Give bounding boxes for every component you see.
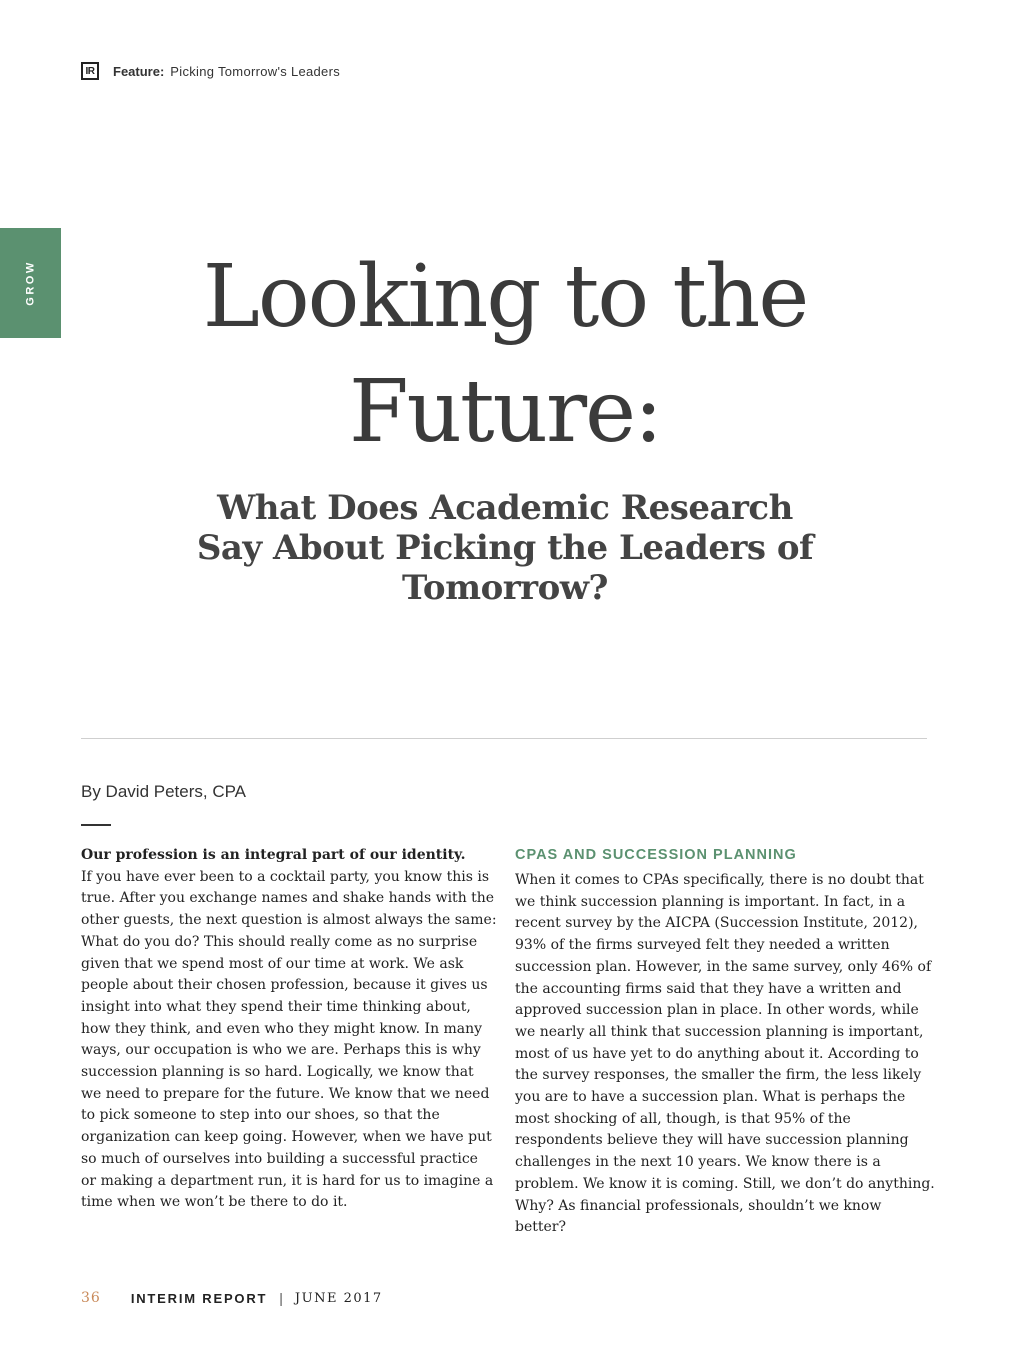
left-column	[81, 845, 497, 1214]
left-column-body: If you have ever been to a cocktail party, you know this is true. After you exchange names and shake hands with the other guests, the next question is almost always the same: What do you do? This should really come as no surprise given that we spend most of our time at work. We ask people about their chosen profession, because it gives us insight into what they spend their time thinking about, how they think, and even who they might know. In many ways, our occupation is who we are. Perhaps this is why succession planning is so hard. Logically, we know that we need to prepare for the future. We know that we need to pick someone to step into our shoes, so that the organization can keep going. However, when we have put so much of ourselves into building a successful practice or making a department run, it is hard for us to imagine a time when we won’t be there to do it.	[81, 868, 497, 1211]
issue-date: JUNE 2017	[294, 1290, 383, 1306]
lead-sentence: Our profession is an integral part of our identity.	[81, 847, 466, 863]
footer-separator: |	[279, 1290, 283, 1306]
divider-rule	[81, 738, 927, 739]
publication-name: INTERIM REPORT	[130, 1290, 268, 1306]
byline-rule	[81, 824, 111, 826]
title-line-1: Looking to the	[202, 247, 808, 347]
header-label: Feature:	[113, 63, 165, 79]
page-number: 36	[81, 1290, 101, 1306]
ir-logo-icon: IR	[81, 62, 99, 80]
right-column-body: When it comes to CPAs specifically, there is no doubt that we think succession planning is important. In fact, in a recent survey by the AICPA (Succession Institute, 2012), 93% of the firms surveyed felt they needed a written succession plan. However, in the same survey, only 46% of the accounting firms said that they have a written and approved succession plan in place. In other words, while we nearly all think that succession planning is important, most of us have yet to do anything about it. According to the survey responses, the smaller the firm, the less likely you are to have a succession plan. What is perhaps the most shocking of all, though, is that 95% of the respondents believe they will have succession planning challenges in the next 10 years. We know there is a problem. We know it is coming. Still, we don’t do anything. Why? As financial professionals, shouldn’t we know better?	[515, 872, 935, 1236]
subtitle-line-1: What Does Academic Research	[217, 488, 793, 528]
header-value: Picking Tomorrow's Leaders	[170, 63, 341, 79]
title-line-2: Future:	[349, 362, 661, 462]
section-tab	[0, 228, 61, 338]
section-tab-label: GROW	[24, 260, 37, 306]
running-header	[81, 60, 340, 82]
page-footer	[81, 1290, 383, 1306]
right-column	[515, 845, 935, 1239]
byline: By David Peters, CPA	[81, 782, 247, 801]
article-title	[100, 240, 910, 470]
article-subtitle	[100, 488, 910, 608]
subtitle-line-2: Say About Picking the Leaders of Tomorrow?	[196, 528, 814, 608]
section-heading: CPAS AND SUCCESSION PLANNING	[515, 847, 797, 863]
